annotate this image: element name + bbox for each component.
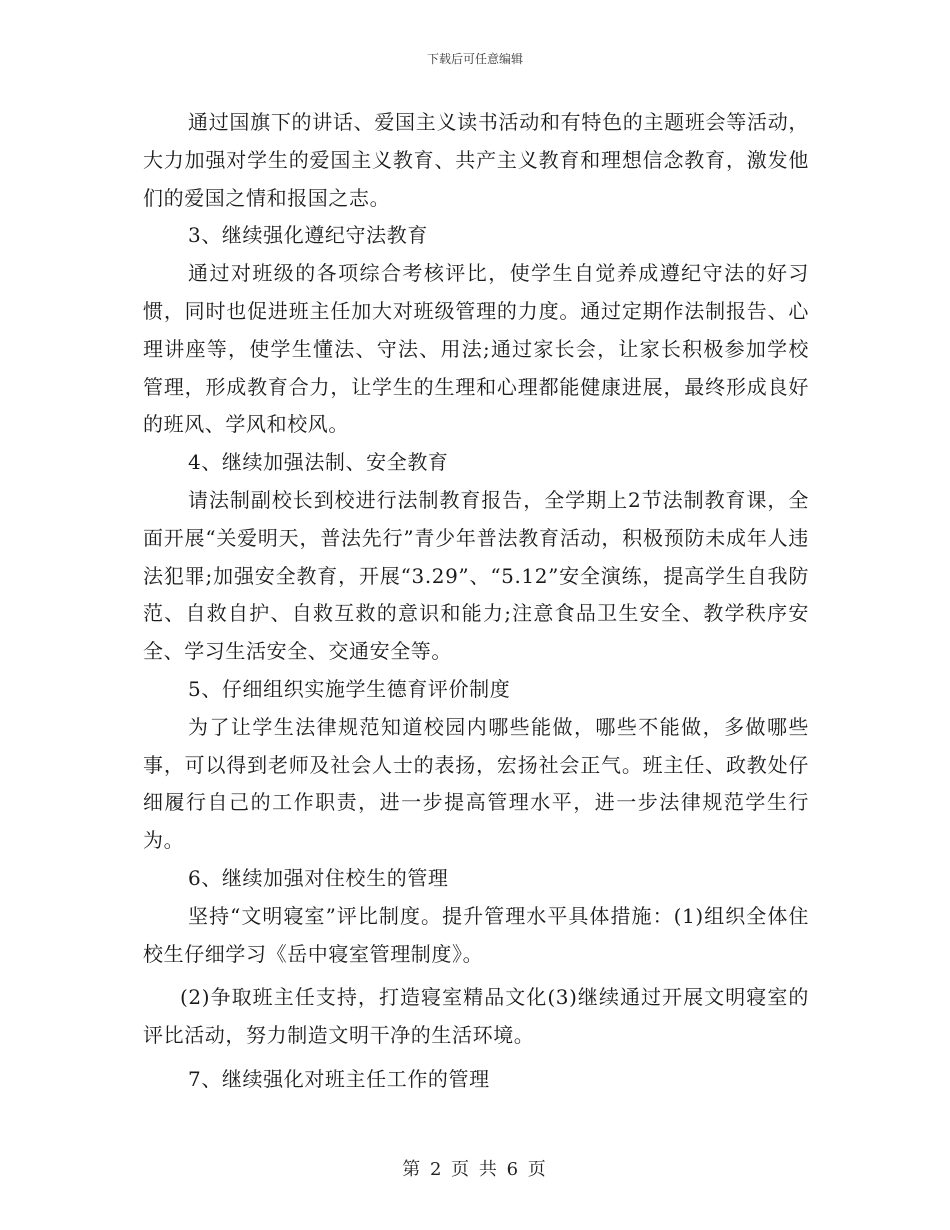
section-heading-7: 7、继续强化对班主任工作的管理 [188,1066,490,1091]
section-heading-6: 6、继续加强对住校生的管理 [188,865,449,890]
paragraph-law-discipline: 通过对班级的各项综合考核评比，使学生自觉养成遵纪守法的好习惯，同时也促进班主任加大对班级管理的力度。通过定期作法制报告、心理讲座等，使学生懂法、守法、用法;通过家长会，让家长积极参加学校管理，形成教育合力，让学生的生理和心理都能健康进展，最终形成良好的班风、学风和校风。 [143,261,809,437]
section-heading-4: 4、继续加强法制、安全教育 [188,450,449,475]
paragraph-moral-evaluation: 为了让学生法律规范知道校园内哪些能做，哪些不能做，多做哪些事，可以得到老师及社会人士的表扬，宏扬社会正气。班主任、政教处仔细履行自己的工作职责，进一步提高管理水平，进一步法律规范学生行为。 [143,714,809,853]
section-heading-3: 3、继续强化遵纪守法教育 [188,223,428,248]
paragraph-dorm-management-2: (2)争取班主任支持，打造寝室精品文化(3)继续通过开展文明寝室的评比活动，努力制造文明干净的生活环境。 [143,985,809,1048]
page-number: 第 2 页 共 6 页 [402,1159,548,1180]
page-header-note: 下载后可任意编辑 [426,52,523,66]
section-heading-5: 5、仔细组织实施学生德育评价制度 [188,676,511,701]
paragraph-patriotic-education: 通过国旗下的讲话、爱国主义读书活动和有特色的主题班会等活动，大力加强对学生的爱国主义教育、共产主义教育和理想信念教育，激发他们的爱国之情和报国之志。 [143,110,809,210]
paragraph-legal-safety: 请法制副校长到校进行法制教育报告，全学期上2节法制教育课，全面开展“关爱明天，普法先行”青少年普法教育活动，积极预防未成年人违法犯罪;加强安全教育，开展“3.29”、“5.12”安全演练，提高学生自我防范、自救自护、自救互救的意识和能力;注意食品卫生安全、教学秩序安全、学习生活安全、交通安全等。 [143,487,809,664]
paragraph-dorm-management-1: 坚持“文明寝室”评比制度。提升管理水平具体措施：(1)组织全体住校生仔细学习《岳中寝室管理制度》。 [143,903,809,966]
document-body [143,104,809,1099]
